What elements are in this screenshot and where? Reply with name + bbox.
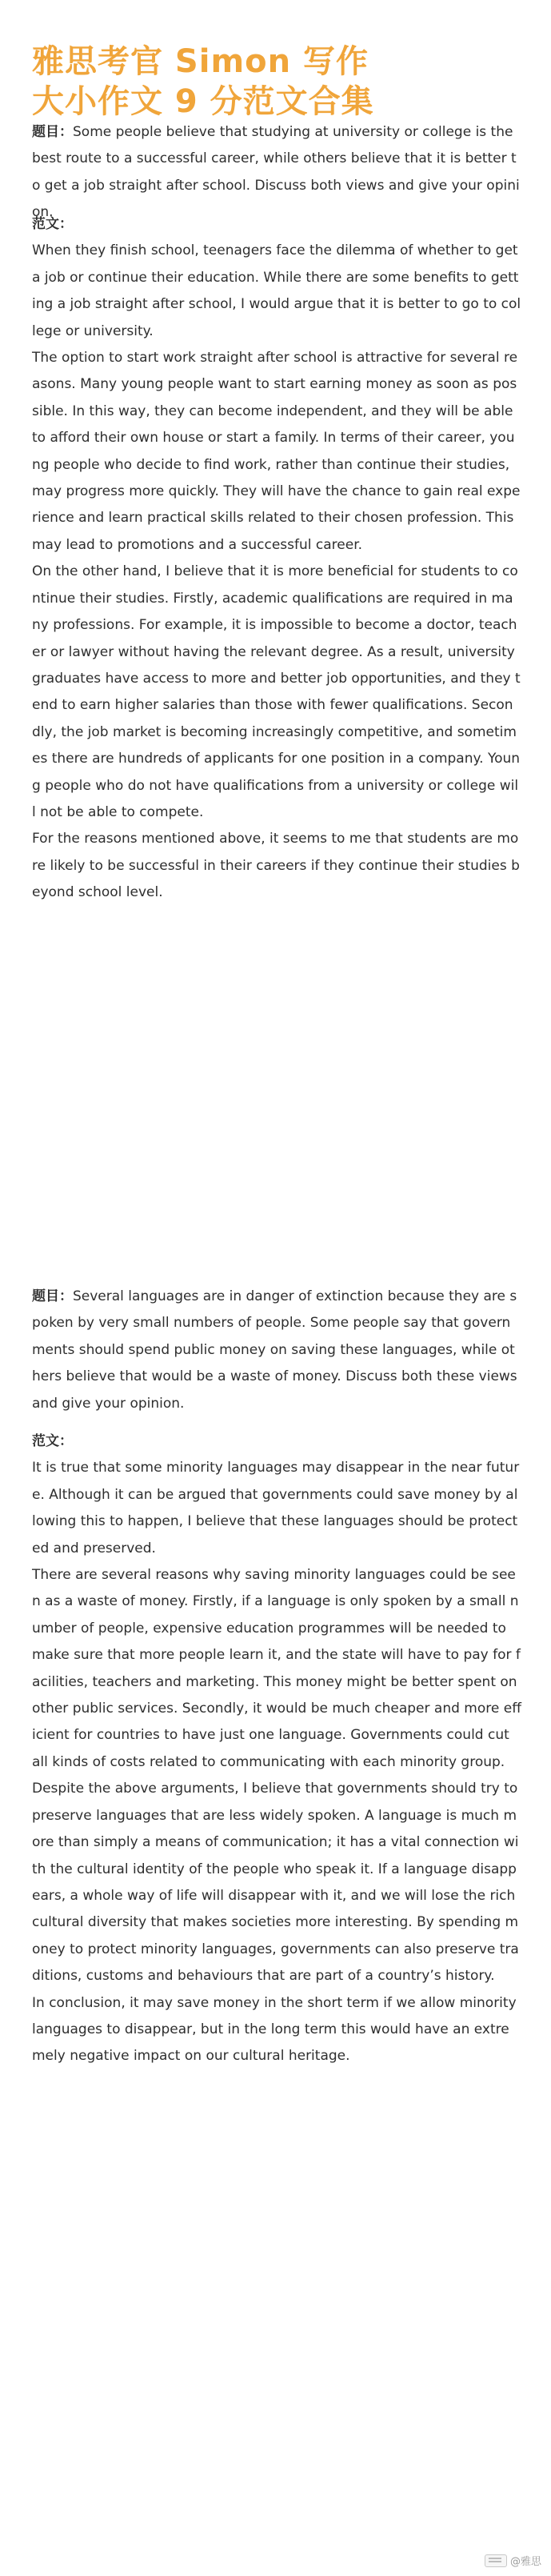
footer-brand: @雅思 — [509, 2556, 541, 2568]
essay-1-answer-label: 范文： — [32, 216, 73, 232]
essay-1-answer — [32, 211, 521, 907]
essay-2-answer-label: 范文： — [32, 1433, 73, 1449]
essay-2-paragraph: There are several reasons why saving minority languages could be seen as a waste of money. Firstly, if a language is only spoken by a small number of people, expensive education programmes will be needed to make sure that more people learn it, and the state will have to pay for facilities, teachers and marketing. This money might be better spent on other public services. Secondly, it would be much cheaper and more efficient for countries to have just one language. Governments could cut all kinds of costs related to communicating with each minority group. — [32, 1567, 521, 1770]
watermark-footer — [485, 2553, 541, 2568]
title-line-2: 大小作文 9 分范文合集 — [32, 83, 374, 120]
essay-1-paragraph: When they finish school, teenagers face the dilemma of whether to get a job or continue their education. While there are some benefits to getting a job straight after school, I would argue that it is better to go to college or university. — [32, 242, 521, 339]
essay-2-paragraph: It is true that some minority languages may disappear in the near future. Although it can be argued that governments could save money by allowing this to happen, I believe that these languages should be protected and preserved. — [32, 1460, 520, 1556]
essay-2-body — [32, 1455, 521, 2069]
essay-2-prompt-label: 题目： — [32, 1288, 73, 1304]
essay-1-paragraph: On the other hand, I believe that it is more beneficial for students to continue their studies. Firstly, academic qualifications are required in many professions. For example, it is impossible to become a doctor, teacher or lawyer without having the relevant degree. As a result, university graduates have access to more and better job opportunities, and they tend to earn higher salaries than those with fewer qualifications. Secondly, the job market is becoming increasingly competitive, and sometimes there are hundreds of applicants for one position in a company. Young people who do not have qualifications from a university or college will not be able to compete. — [32, 563, 521, 820]
essay-2-paragraph: Despite the above arguments, I believe that governments should try to preserve languages that are less widely spoken. A language is much more than simply a means of communication; it has a vital connection with the cultural identity of the people who speak it. If a language disappears, a whole way of life will disappear with it, and we will lose the rich cultural diversity that makes societies more interesting. By spending money to protect minority languages, governments can also preserve traditions, customs and behaviours that are part of a country’s history. — [32, 1781, 519, 1985]
essay-2-prompt-text: Several languages are in danger of extinction because they are spoken by very small numbers of people. Some people say that governments should spend public money on saving these languages, while others believe that would be a waste of money. Discuss both these views and give your opinion. — [32, 1288, 517, 1412]
essay-1-prompt-text: Some people believe that studying at university or college is the best route to a successful career, while others believe that it is better to get a job straight after school. Discuss both views and give your opinion. — [32, 124, 520, 221]
essay-2-paragraph: In conclusion, it may save money in the short term if we allow minority languages to disappear, but in the long term this would have an extremely negative impact on our cultural heritage. — [32, 1994, 517, 2065]
essay-1-paragraph: The option to start work straight after school is attractive for several reasons. Many young people want to start earning money as soon as possible. In this way, they can become independent, and they will be able to afford their own house or start a family. In terms of their career, young people who decide to find work, rather than continue their studies, may progress more quickly. They will have the chance to gain real experience and learn practical skills related to their chosen profession. This may lead to promotions and a successful career. — [32, 350, 521, 553]
essay-1-prompt-label: 题目： — [32, 124, 73, 140]
essay-1-paragraph: For the reasons mentioned above, it seems to me that students are more likely to be successful in their careers if they continue their studies beyond school level. — [32, 831, 520, 901]
title-line-1: 雅思考官 Simon 写作 — [32, 43, 369, 80]
essay-2-answer — [32, 1428, 521, 2070]
platform-logo-icon — [485, 2554, 507, 2567]
essay-1-prompt — [32, 119, 521, 226]
essay-1-body — [32, 238, 521, 906]
page-title — [32, 42, 528, 122]
essay-2-prompt — [32, 1284, 521, 1417]
